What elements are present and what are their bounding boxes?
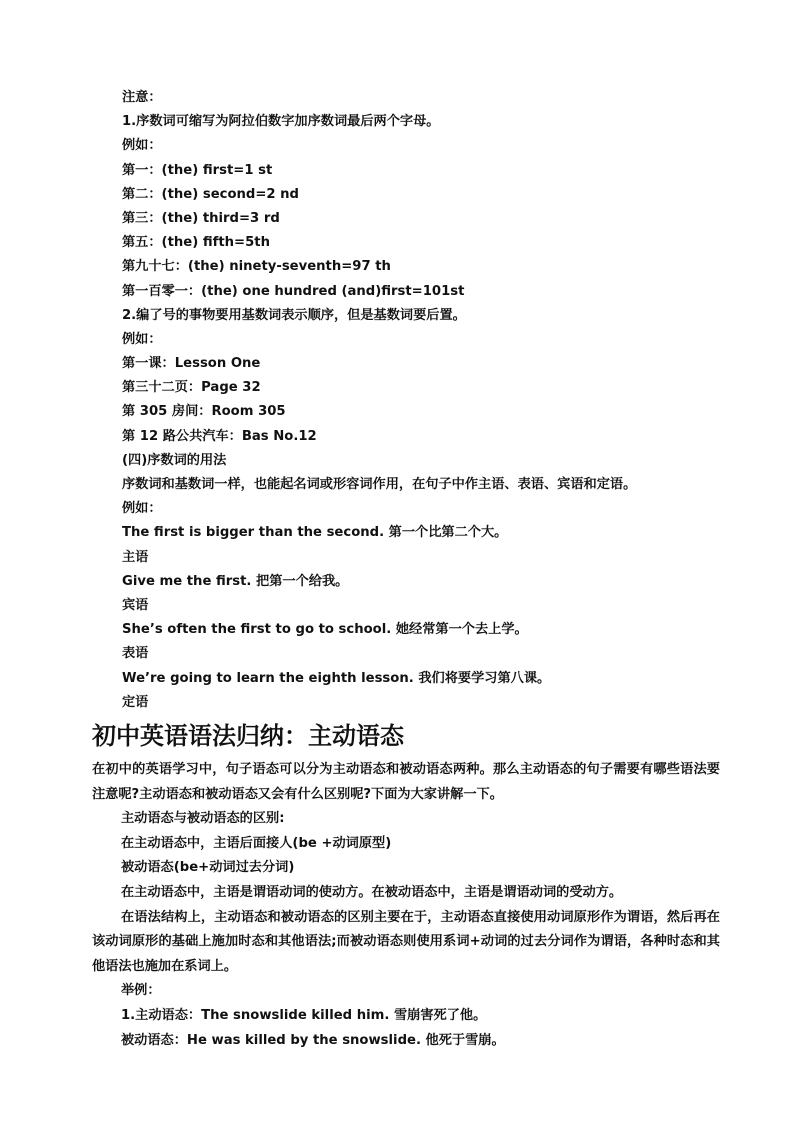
intro-paragraph: 在初中的英语学习中，句子语态可以分为主动语态和被动语态两种。那么主动语态的句子需要有哪些语法要注意呢?主动语态和被动语态又会有什么区别呢?下面为大家讲解一下。 — [92, 762, 720, 802]
role-label: 宾语 — [122, 597, 149, 613]
example-sentence: We’re going to learn the eighth lesson. 我们将要学习第八课。 — [122, 670, 551, 686]
grammar-structure-paragraph: 在语法结构上，主动语态和被动语态的区别主要在于，主动语态直接使用动词原形作为谓语，然后再在该动词原形的基础上施加时态和其他语法;而被动语态则使用系词+动词的过去分词作为谓语，各种时态和其他语法也施加在系词上。 — [92, 909, 720, 974]
example-line: 第一：(the) first=1 st — [122, 162, 273, 178]
usage-description: 序数词和基数词一样，也能起名词或形容词作用，在句子中作主语、表语、宾语和定语。 — [122, 477, 637, 492]
example-sentence: She’s often the first to go to school. 她经常第一个去上学。 — [122, 622, 528, 638]
role-label: 定语 — [122, 694, 149, 710]
example-label: 举例： — [121, 983, 161, 999]
example-line: 第三：(the) third=3 rd — [122, 210, 280, 226]
example-label: 例如： — [122, 138, 162, 154]
example-line: 第 305 房间：Room 305 — [122, 404, 286, 420]
example-line: 第一课：Lesson One — [122, 356, 261, 372]
example-line: 第一百零一：(the) one hundred (and)first=101st — [122, 283, 465, 299]
role-label: 主语 — [122, 549, 149, 565]
subsection-title: (四)序数词的用法 — [122, 452, 227, 468]
example-line: 第 12 路公共汽车：Bas No.12 — [122, 428, 317, 444]
role-label: 表语 — [122, 646, 149, 662]
note-rule-1: 1.序数词可缩写为阿拉伯数字加序数词最后两个字母。 — [122, 114, 440, 130]
example-line: 第五：(the) fifth=5th — [122, 235, 270, 251]
passive-structure: 被动语态(be+动词过去分词) — [121, 860, 295, 876]
example-active: 1.主动语态：The snowslide killed him. 雪崩害死了他。 — [121, 1007, 487, 1023]
section-body — [92, 758, 720, 1053]
subject-role-paragraph: 在主动语态中，主语是谓语动词的使动方。在被动语态中，主语是谓语动词的受动方。 — [121, 884, 623, 900]
example-label: 例如： — [122, 331, 162, 347]
example-label: 例如： — [122, 501, 162, 517]
example-line: 第九十七：(the) ninety-seventh=97 th — [122, 259, 391, 275]
example-sentence: Give me the first. 把第一个给我。 — [122, 573, 349, 589]
example-line: 第二：(the) second=2 nd — [122, 186, 299, 202]
section-title: 初中英语语法归纳：主动语态 — [92, 722, 404, 750]
difference-title: 主动语态与被动语态的区别: — [121, 811, 285, 827]
active-structure: 在主动语态中，主语后面接人(be +动词原型) — [121, 835, 392, 851]
example-sentence: The first is bigger than the second. 第一个比第二个大。 — [122, 525, 508, 541]
example-line: 第三十二页：Page 32 — [122, 380, 261, 396]
ordinal-notes — [122, 86, 762, 715]
note-heading: 注意： — [122, 90, 162, 105]
note-rule-2: 2.编了号的事物要用基数词表示顺序，但是基数词要后置。 — [122, 307, 466, 323]
example-passive: 被动语态：He was killed by the snowslide. 他死于雪崩。 — [121, 1032, 505, 1048]
